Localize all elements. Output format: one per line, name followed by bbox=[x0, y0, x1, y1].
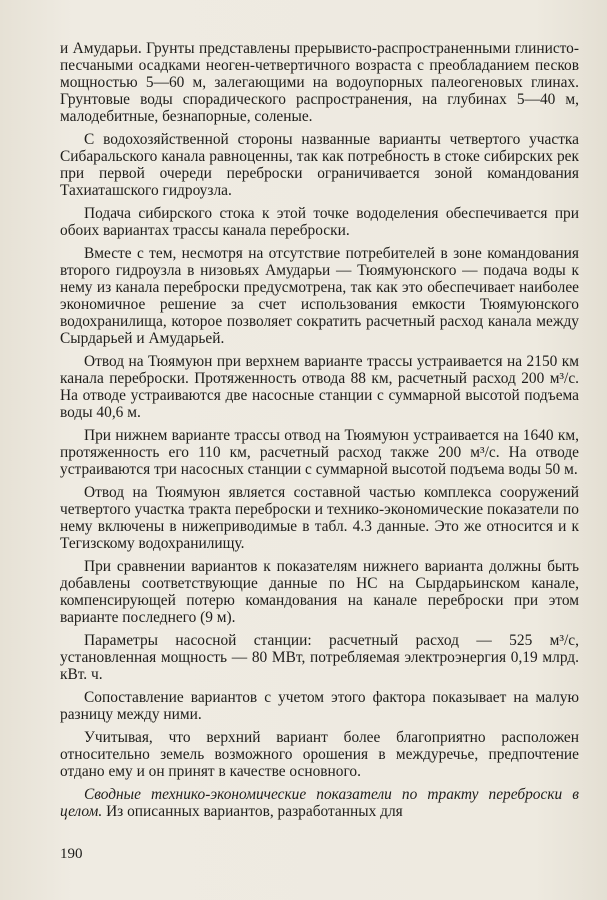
paragraph-4: Вместе с тем, несмотря на отсутствие потребителей в зоне командования второго гидроузла в низовьях Амударьи — Тюямуюнского — подача воды к нему из канала переброски предусмотрена, так как это обеспечивает наиболее экономичное решение за счет использования емкости Тюямуюнского водохранилища, которое позволяет сократить расчетный расход канала между Сырдарьей и Амударьей. bbox=[60, 245, 579, 347]
section-lead-rest: Из описанных вариантов, разработанных для bbox=[102, 803, 403, 820]
body-text bbox=[60, 40, 579, 820]
paragraph-3: Подача сибирского стока к этой точке вододеления обеспечивается при обоих вариантах трассы канала переброски. bbox=[60, 205, 579, 239]
paragraph-7: Отвод на Тюямуюн является составной частью комплекса сооружений четвертого участка тракта переброски и технико-экономические показатели по нему включены в нижеприводимые в табл. 4.3 данные. Это же относится и к Тегизскому водохранилищу. bbox=[60, 484, 579, 552]
page-number: 190 bbox=[60, 846, 83, 862]
paragraph-1: и Амударьи. Грунты представлены прерывисто-распространенными глинисто-песчаными осадками неоген-четвертичного возраста с преобладанием песков мощностью 5—60 м, залегающими на водоупорных палеогеновых глинах. Грунтовые воды спорадического распространения, на глубинах 5—40 м, малодебитные, безнапорные, соленые. bbox=[60, 40, 579, 125]
paragraph-12 bbox=[60, 786, 579, 820]
paragraph-6: При нижнем варианте трассы отвод на Тюямуюн устраивается на 1640 км, протяженность его 110 км, расчетный расход также 200 м³/с. На отводе устраиваются три насосных станции с суммарной высотой подъема воды 50 м. bbox=[60, 427, 579, 478]
section-lead-italic: Сводные технико-экономические показатели по тракту переброски в целом. bbox=[60, 786, 579, 820]
paragraph-9: Параметры насосной станции: расчетный расход — 525 м³/с, установленная мощность — 80 МВт, потребляемая электроэнергия 0,19 млрд. кВт. ч. bbox=[60, 632, 579, 683]
paragraph-2: С водохозяйственной стороны названные варианты четвертого участка Сибаральского канала равноценны, так как потребность в стоке сибирских рек при первой очереди переброски ограничивается зоной командования Тахиаташского гидроузла. bbox=[60, 131, 579, 199]
paragraph-8: При сравнении вариантов к показателям нижнего варианта должны быть добавлены соответствующие данные по НС на Сырдарьинском канале, компенсирующей потерю командования на канале переброски при этом варианте последнего (9 м). bbox=[60, 558, 579, 626]
paragraph-10: Сопоставление вариантов с учетом этого фактора показывает на малую разницу между ними. bbox=[60, 689, 579, 723]
paragraph-11: Учитывая, что верхний вариант более благоприятно расположен относительно земель возможного орошения в междуречье, предпочтение отдано ему и он принят в качестве основного. bbox=[60, 729, 579, 780]
paragraph-5: Отвод на Тюямуюн при верхнем варианте трассы устраивается на 2150 км канала переброски. Протяженность отвода 88 км, расчетный расход 200 м³/с. На отводе устраиваются две насосные станции с суммарной высотой подъема воды 40,6 м. bbox=[60, 353, 579, 421]
